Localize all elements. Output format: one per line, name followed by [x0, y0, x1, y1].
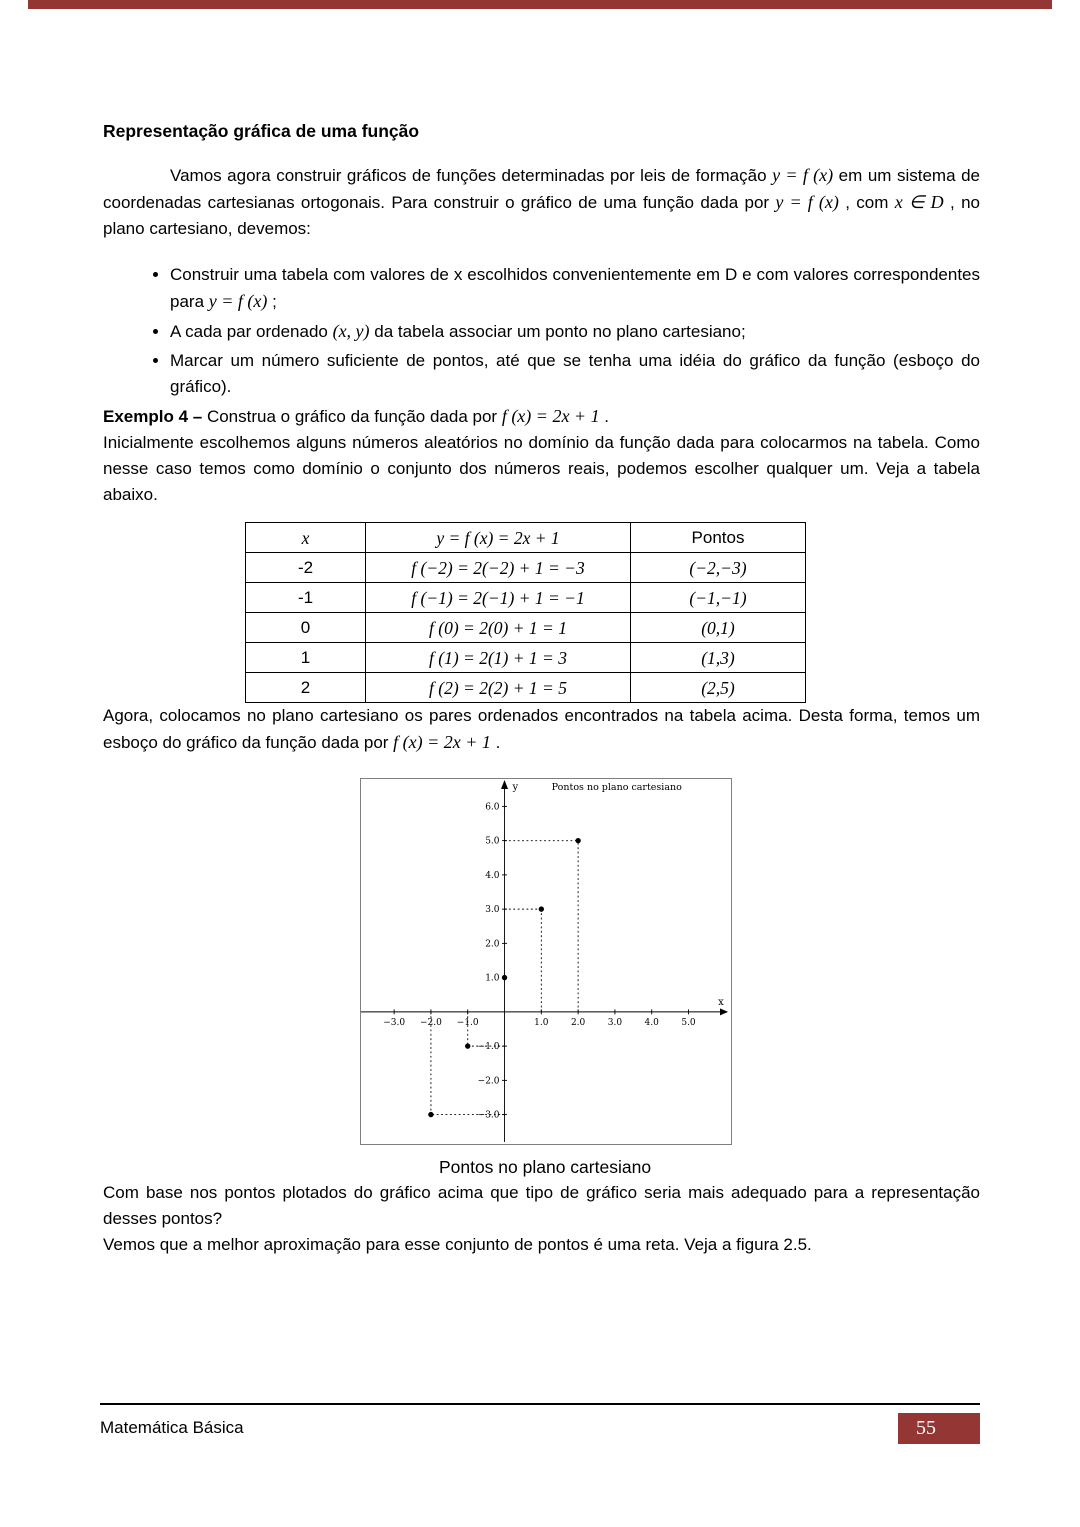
values-table-head [246, 523, 806, 553]
inline-math: x ∈ D [894, 192, 944, 212]
list-item-build-table [170, 262, 980, 315]
x-tick-label: 4.0 [644, 1017, 659, 1028]
table-cell: -1 [246, 583, 366, 613]
text-run: . [599, 407, 610, 426]
text-run: Com base nos pontos plotados do gráfico acima que tipo de gráfico seria mais adequado para a representação desses pontos? [103, 1183, 980, 1228]
table-header-row [246, 523, 806, 553]
inline-math: f (x) = 2x + 1 [393, 732, 491, 752]
page-footer [100, 1403, 980, 1438]
text-run: Inicialmente escolhemos alguns números aleatórios no domínio da função dada para colocarmos na tabela. Como nesse caso temos como domínio o conjunto dos números reais, podemos escolher qualquer um. Veja a tabela abaixo. [103, 433, 980, 504]
y-tick-label: 3.0 [485, 905, 500, 916]
table-header-cell: Pontos [631, 523, 806, 553]
x-axis-label: x [718, 996, 724, 1008]
y-axis-label: y [512, 782, 519, 793]
y-tick-label: −2.0 [477, 1076, 500, 1087]
data-point [575, 838, 580, 843]
table-cell: f (1) = 2(1) + 1 = 3 [366, 643, 631, 673]
table-row [246, 673, 806, 703]
answer-paragraph [103, 1232, 980, 1258]
text-run: . [490, 733, 501, 752]
x-tick-label: 2.0 [570, 1017, 586, 1028]
x-tick-label: −1.0 [456, 1017, 479, 1028]
intro-paragraph [103, 162, 980, 242]
text-run: , no plano cartesiano, devemos: [103, 193, 980, 238]
table-cell: f (−1) = 2(−1) + 1 = −1 [366, 583, 631, 613]
plot-intro-paragraph [103, 703, 980, 756]
data-point [502, 975, 507, 980]
bold-text: Exemplo 4 – [103, 407, 207, 426]
y-tick-label: 6.0 [485, 802, 500, 813]
list-item-mark-points [170, 348, 980, 400]
y-tick-label: −3.0 [477, 1110, 500, 1121]
text-run: Construir uma tabela com valores de x escolhidos convenientemente em D e com valores correspondentes para [170, 265, 980, 311]
table-cell: (−2,−3) [631, 553, 806, 583]
inline-math: (x, y) [332, 321, 370, 341]
data-point [428, 1112, 433, 1117]
y-tick-label: −1.0 [477, 1042, 500, 1053]
table-cell: -2 [246, 553, 366, 583]
table-row [246, 583, 806, 613]
inline-math: y = f (x) [208, 291, 268, 311]
y-tick-label: 4.0 [485, 870, 500, 881]
scatter-plot [361, 779, 729, 1142]
table-cell: (1,3) [631, 643, 806, 673]
x-tick-label: 3.0 [607, 1017, 623, 1028]
inline-math: f (x) = 2x + 1 [501, 406, 600, 426]
table-cell: 2 [246, 673, 366, 703]
figure-caption: Pontos no plano cartesiano [438, 1157, 652, 1177]
footer-title: Matemática Básica [100, 1418, 244, 1437]
page-content [103, 118, 980, 1258]
text-run: , com [838, 193, 895, 212]
y-tick-label: 5.0 [485, 836, 500, 847]
data-point [465, 1043, 470, 1048]
table-row [246, 643, 806, 673]
text-run: Vemos que a melhor aproximação para esse conjunto de pontos é uma reta. Veja a figura 2.5. [103, 1235, 812, 1254]
y-tick-label: 2.0 [485, 939, 500, 950]
page-top-accent-bar [28, 0, 1052, 9]
table-cell: f (0) = 2(0) + 1 = 1 [366, 613, 631, 643]
text-run: ; [267, 292, 277, 311]
values-table [245, 522, 806, 703]
table-cell: f (−2) = 2(−2) + 1 = −3 [366, 553, 631, 583]
table-cell: f (2) = 2(2) + 1 = 5 [366, 673, 631, 703]
table-cell: 1 [246, 643, 366, 673]
table-header-cell: x [246, 523, 366, 553]
table-row [246, 613, 806, 643]
y-tick-label: 1.0 [485, 973, 500, 984]
table-row [246, 553, 806, 583]
steps-list [103, 262, 980, 400]
table-cell: (0,1) [631, 613, 806, 643]
text-run: Construa o gráfico da função dada por [206, 407, 502, 426]
values-table-body [246, 553, 806, 703]
y-axis-arrow-icon [501, 780, 508, 789]
text-run: Agora, colocamos no plano cartesiano os pares ordenados encontrados na tabela acima. Desta forma, temos um esboço do gráfico da função dada por [103, 706, 980, 752]
text-run: Vamos agora construir gráficos de funções determinadas por leis de formação [170, 166, 773, 185]
data-point [539, 906, 544, 911]
text-run: A cada par ordenado [170, 322, 333, 341]
x-tick-label: 1.0 [534, 1017, 549, 1028]
list-item-ordered-pair [170, 318, 980, 345]
text-run: em um sistema de coordenadas cartesianas ortogonais. Para construir o gráfico de uma função dada por [103, 166, 980, 212]
plot-frame [360, 778, 732, 1145]
table-cell: (−1,−1) [631, 583, 806, 613]
scatter-figure [103, 778, 980, 1180]
plot-title: Pontos no plano cartesiano [551, 782, 682, 793]
example-heading [103, 403, 980, 430]
page-number-badge: 55 [898, 1413, 980, 1444]
inline-math: y = f (x) [775, 192, 839, 212]
question-paragraph [103, 1180, 980, 1232]
table-cell: (2,5) [631, 673, 806, 703]
x-axis-arrow-icon [720, 1008, 728, 1015]
text-run: da tabela associar um ponto no plano cartesiano; [369, 322, 746, 341]
section-heading: Representação gráfica de uma função [103, 121, 420, 141]
example-intro-paragraph [103, 430, 980, 508]
x-tick-label: 5.0 [681, 1017, 696, 1028]
table-header-cell: y = f (x) = 2x + 1 [366, 523, 631, 553]
table-cell: 0 [246, 613, 366, 643]
x-tick-label: −2.0 [419, 1017, 442, 1028]
text-run: Marcar um número suficiente de pontos, até que se tenha uma idéia do gráfico da função (esboço do gráfico). [170, 351, 980, 396]
x-tick-label: −3.0 [383, 1017, 406, 1028]
inline-math: y = f (x) [772, 165, 834, 185]
